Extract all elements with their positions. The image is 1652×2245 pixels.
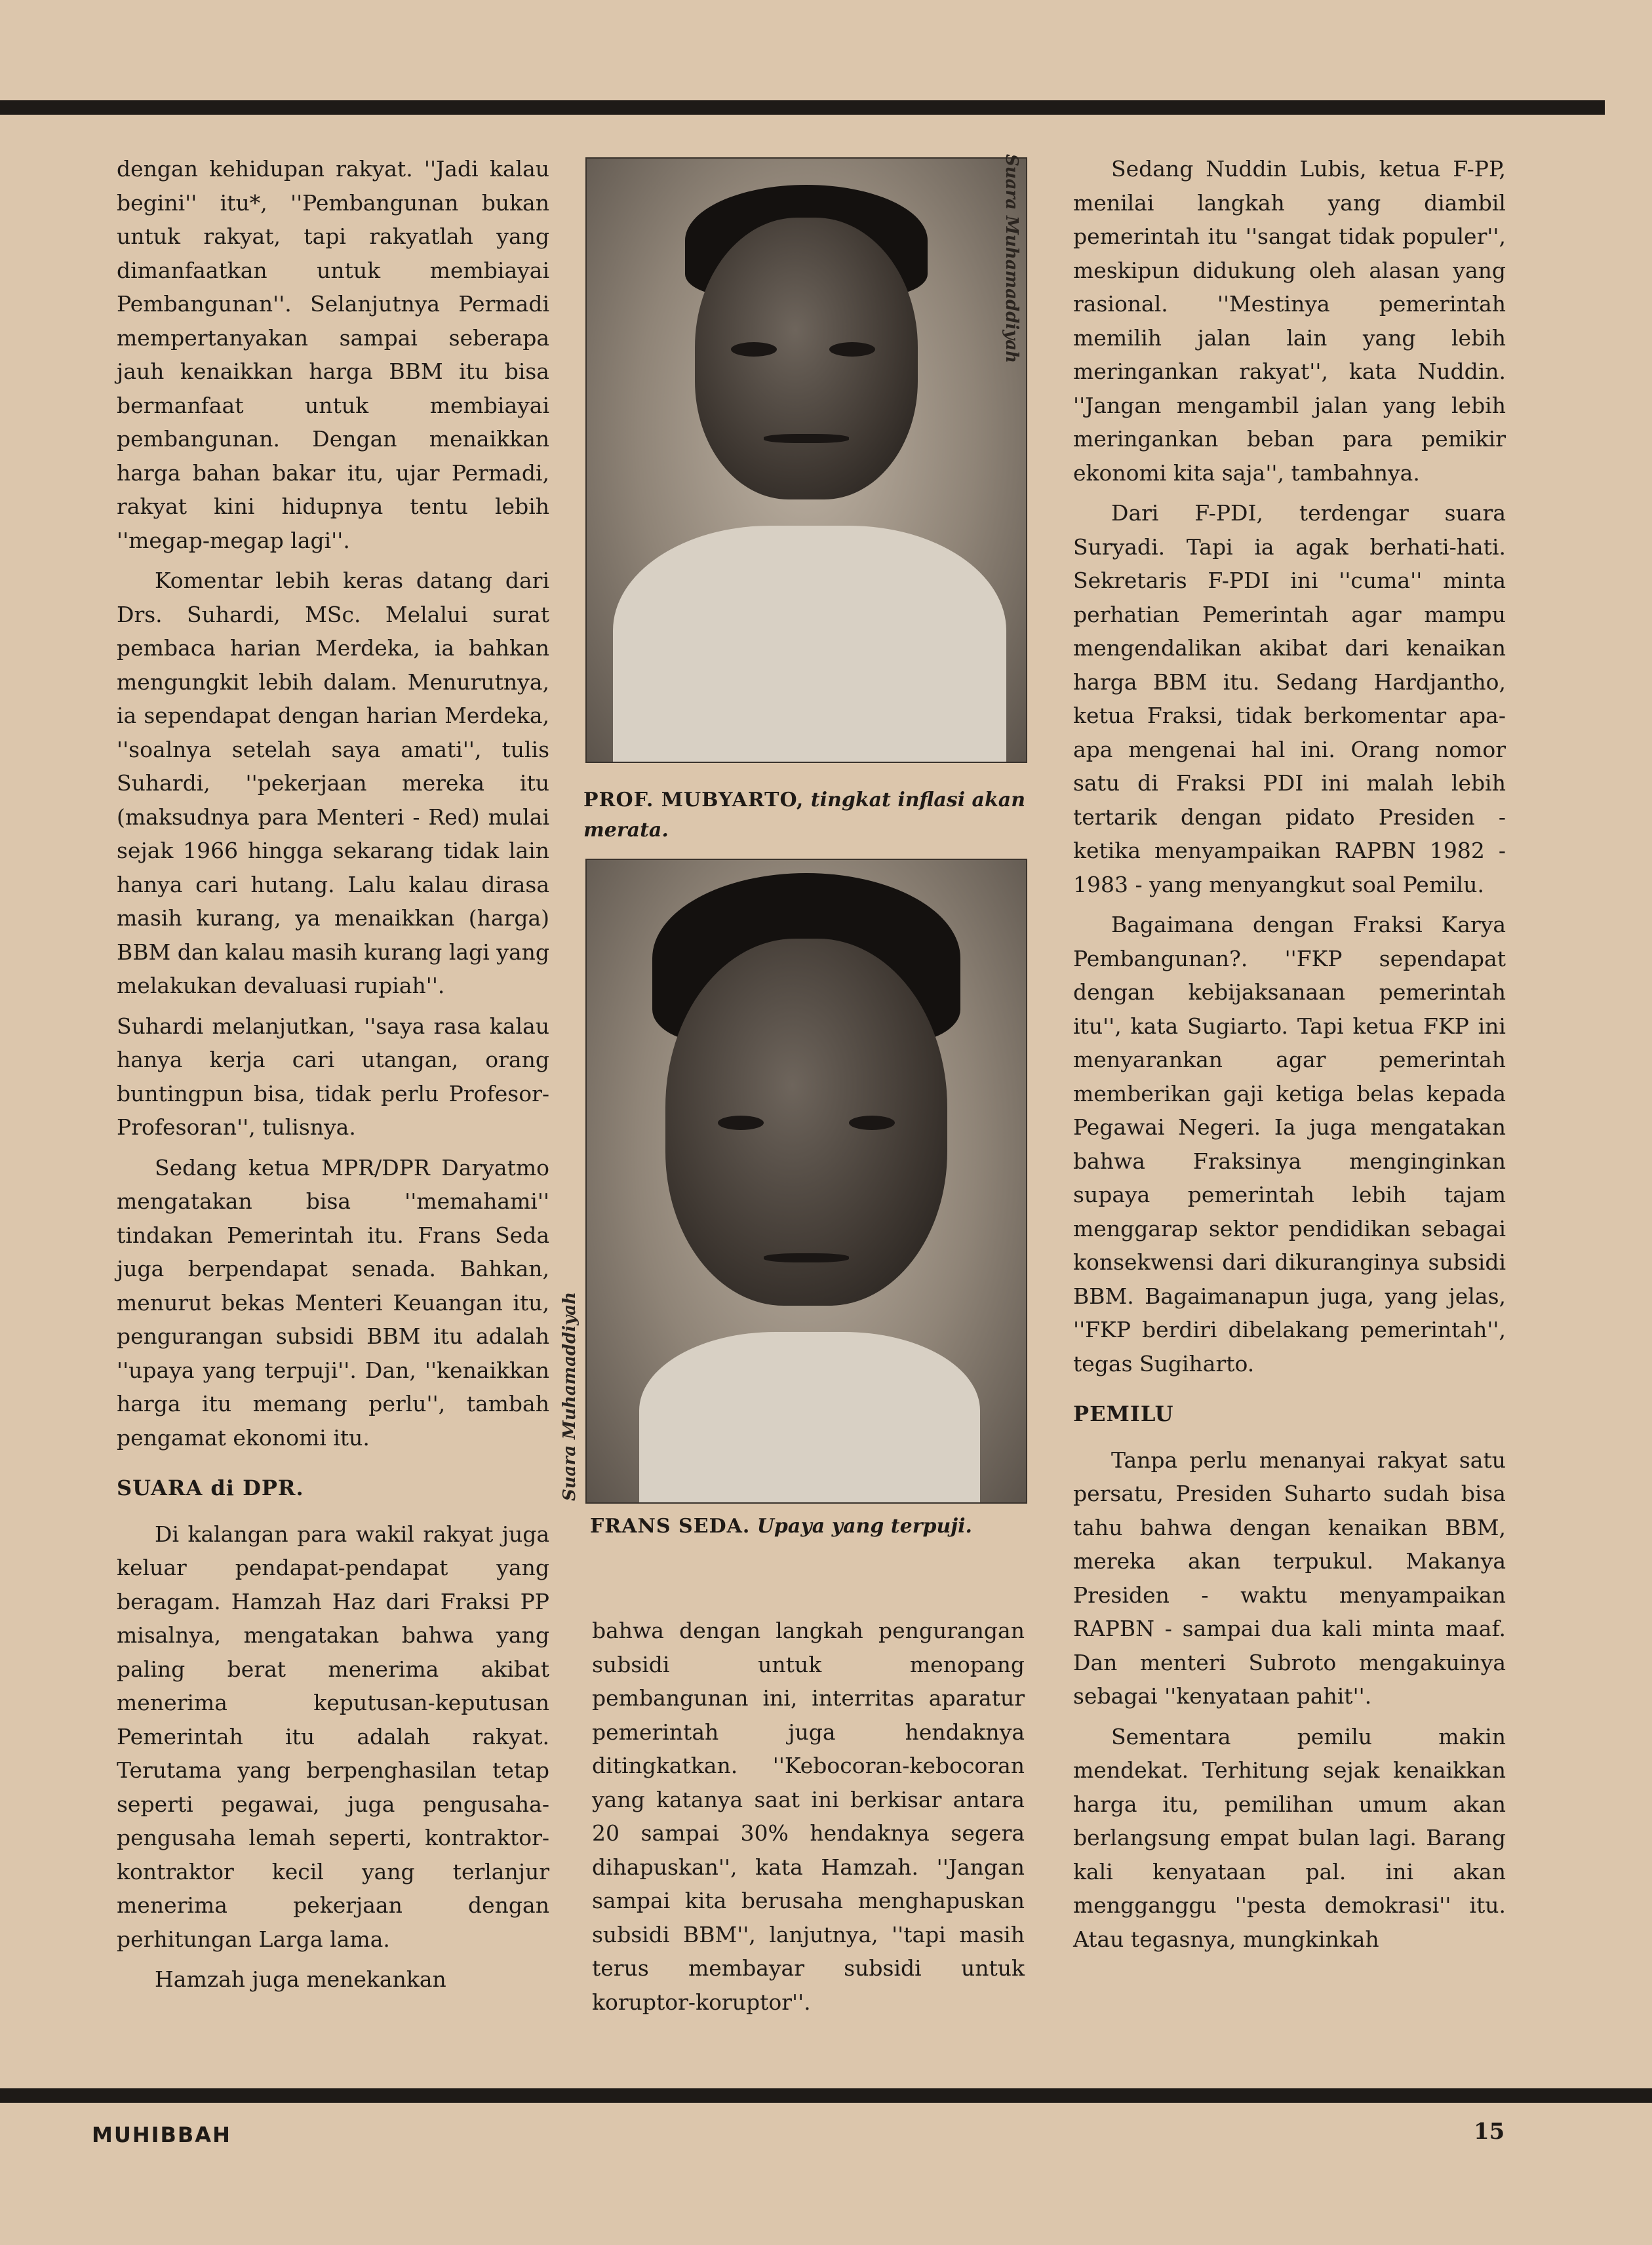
caption-frans-seda-text: Upaya yang terpuji. (757, 1515, 972, 1538)
caption-mubyarto (583, 785, 1029, 846)
photo-credit-top: Suara Muhamaddiyah (1002, 154, 1021, 364)
bottom-rule (0, 2088, 1652, 2103)
footer-magazine-name: MUHIBBAH (92, 2122, 231, 2147)
photo-frans-seda (585, 859, 1027, 1504)
article-paragraph: Di kalangan para wakil rakyat juga keluar pendapat-pendapat yang beragam. Hamzah Haz dari Fraksi PP misalnya, mengatakan bahwa yang paling berat menerima akibat menerima keputusan-keputusan Pemerintah itu adalah rakyat. Terutama yang berpenghasilan tetap seperti pegawai, juga pengusaha-pengusaha lemah seperti, kontraktor-kontraktor kecil yang terlanjur menerima pekerjaan dengan perhitungan Larga lama. (117, 1521, 549, 1952)
article-paragraph: Sedang Nuddin Lubis, ketua F-PP, menilai langkah yang diambil pemerintah itu ''sangat tidak populer'', meskipun didukung oleh alasan yang rasional. ''Mestinya pemerintah memilih jalan lain yang lebih meringankan rakyat'', kata Nuddin. ''Jangan mengambil jalan yang lebih meringankan beban para pemikir ekonomi kita saja'', tambahnya. (1073, 156, 1506, 486)
section-heading: SUARA di DPR. (117, 1475, 304, 1500)
caption-mubyarto-name: PROF. MUBYARTO, (583, 789, 804, 811)
article-paragraph: bahwa dengan langkah pengurangan subsidi untuk menopang pembangunan ini, interritas aparatur pemerintah juga hendaknya ditingkatkan. ''Kebocoran-kebocoran yang katanya saat ini berkisar antara 20 sampai 30% hendaknya segera dihapuskan'', kata Hamzah. ''Jangan sampai kita berusaha menghapuskan subsidi BBM'', lanjutnya, ''tapi masih terus membayar subsidi untuk koruptor-koruptor''. (592, 1618, 1025, 2015)
article-paragraph: Bagaimana dengan Fraksi Karya Pembangunan?. ''FKP sependapat dengan kebijaksanaan pemerintah itu'', kata Sugiarto. Tapi ketua FKP ini menyarankan agar pemerintah memberikan gaji ketiga belas kepada Pegawai Negeri. Ia juga mengatakan bahwa Fraksinya menginginkan supaya pemerintah lebih tajam menggarap sektor pendidikan sebagai konsekwensi dari dikuranginya subsidi BBM. Bagaimanapun juga, yang jelas, ''FKP berdiri dibelakang pemerintah'', tegas Sugiharto. (1073, 912, 1506, 1376)
article-paragraph: Tanpa perlu menanyai rakyat satu persatu, Presiden Suharto sudah bisa tahu bahwa dengan kenaikan BBM, mereka akan terpukul. Makanya Presiden - waktu menyampaikan RAPBN - sampai dua kali minta maaf. Dan menteri Subroto mengakuinya sebagai ''kenyataan pahit''. (1073, 1447, 1506, 1709)
middle-column (592, 1614, 1025, 2025)
article-paragraph: Sedang ketua MPR/DPR Daryatmo mengatakan bisa ''memahami'' tindakan Pemerintah itu. Frans Seda juga berpendapat senada. Bahkan, menurut bekas Menteri Keuangan itu, pengurangan subsidi BBM itu adalah ''upaya yang terpuji''. Dan, ''kenaikkan harga itu memang perlu'', tambah pengamat ekonomi itu. (117, 1154, 549, 1451)
article-paragraph: Dari F-PDI, terdengar suara Suryadi. Tapi ia agak berhati-hati. Sekretaris F-PDI ini ''cuma'' minta perhatian Pemerintah agar mampu mengendalikan akibat dari kenaikan harga BBM itu. Sedang Hardjantho, ketua Fraksi, tidak berkomentar apa-apa mengenai hal ini. Orang nomor satu di Fraksi PDI ini malah lebih tertarik dengan pidato Presiden - ketika menyampaikan RAPBN 1982 - 1983 - yang menyangkut soal Pemilu. (1073, 500, 1506, 897)
photo-mubyarto (585, 157, 1027, 763)
article-paragraph: Suhardi melanjutkan, ''saya rasa kalau hanya kerja cari utangan, orang buntingpun bisa, tidak perlu Profesor-Profesoran'', tulisnya. (117, 1013, 549, 1140)
photo-credit-bottom: Suara Muhamaddiyah (560, 1291, 580, 1501)
caption-frans-seda (590, 1512, 1029, 1542)
top-rule (0, 100, 1605, 115)
article-paragraph: Hamzah juga menekankan (155, 1966, 446, 1992)
left-column (117, 152, 549, 2003)
article-paragraph: Sementara pemilu makin mendekat. Terhitung sejak kenaikkan harga itu, pemilihan umum akan berlangsung empat bulan lagi. Barang kali kenyataan pal. ini akan mengganggu ''pesta demokrasi'' itu. Atau tegasnya, mungkinkah (1073, 1723, 1506, 1952)
caption-mubyarto-text: tingkat inflasi akan merata. (583, 789, 1026, 842)
article-paragraph: dengan kehidupan rakyat. ''Jadi kalau begini'' itu*, ''Pembangunan bukan untuk rakyat, tapi rakyatlah yang dimanfaatkan untuk membiayai Pembangunan''. Selanjutnya Permadi mempertanyakan sampai seberapa jauh kenaikkan harga BBM itu bisa bermanfaat untuk membiayai pembangunan. Dengan menaikkan harga bahan bakar itu, ujar Permadi, rakyat kini hidupnya tentu lebih ''megap-megap lagi''. (117, 156, 549, 553)
right-column (1073, 152, 1506, 1962)
article-paragraph: Komentar lebih keras datang dari Drs. Suhardi, MSc. Melalui surat pembaca harian Merdeka, ia bahkan mengungkit lebih dalam. Menurutnya, ia sependapat dengan harian Merdeka, ''soalnya setelah saya amati'', tulis Suhardi, ''pekerjaan mereka itu (maksudnya para Menteri - Red) mulai sejak 1966 hingga sekarang tidak lain hanya cari hutang. Lalu kalau dirasa masih kurang, ya menaikkan (harga) BBM dan kalau masih kurang lagi yang melakukan devaluasi rupiah''. (117, 568, 549, 998)
footer-page-number: 15 (1474, 2118, 1505, 2145)
section-heading: PEMILU (1073, 1401, 1174, 1426)
caption-frans-seda-name: FRANS SEDA. (590, 1515, 751, 1538)
